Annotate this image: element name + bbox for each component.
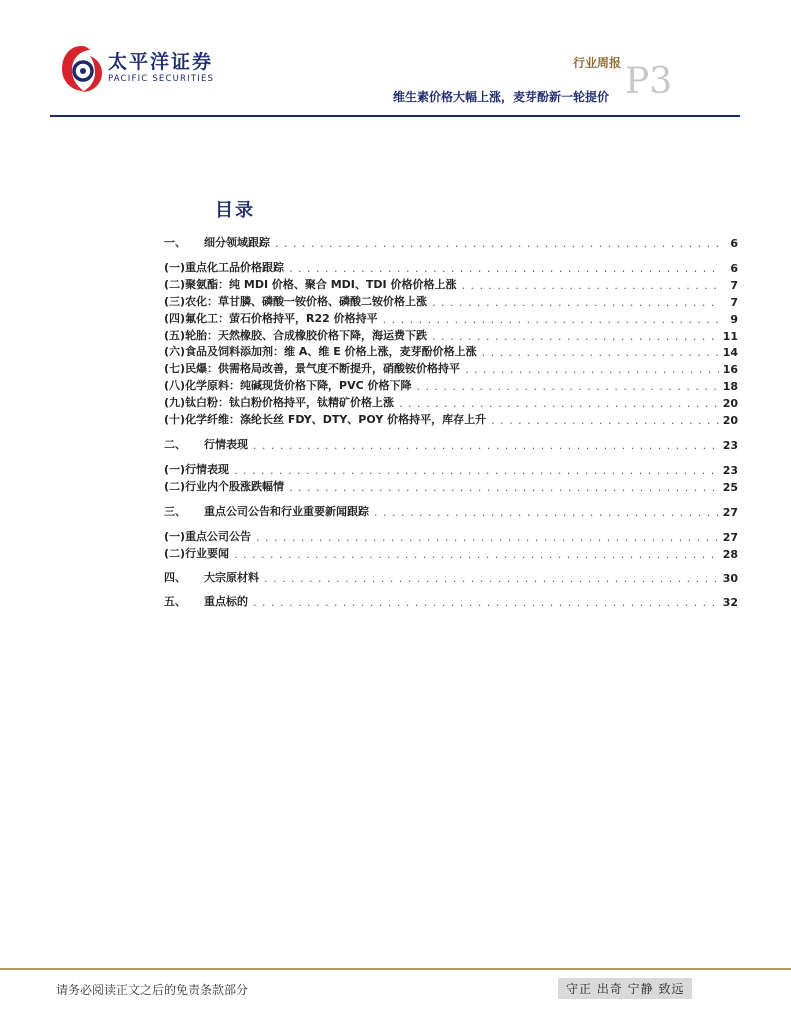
toc-dot-leader <box>289 481 719 494</box>
toc-dot-leader <box>465 363 719 376</box>
toc-entry[interactable] <box>164 277 738 292</box>
toc-entry[interactable] <box>164 260 738 275</box>
toc-entry[interactable] <box>164 504 738 519</box>
toc-dot-leader <box>432 330 719 343</box>
toc-entry-number: (二) <box>164 278 186 291</box>
toc-entry[interactable] <box>164 311 738 326</box>
toc-entry-text: 食品及饲料添加剂：维 A、维 E 价格上涨，麦芽酚价格上涨 <box>185 345 477 358</box>
toc-entry-number: (七) <box>164 362 186 375</box>
toc-entry-page: 6 <box>730 262 738 275</box>
toc-entry-text: 细分领域跟踪 <box>204 236 270 249</box>
toc-entry-number: 四、 <box>164 571 186 584</box>
toc-entry[interactable] <box>164 462 738 477</box>
toc-entry-page: 14 <box>722 346 738 359</box>
toc-dot-leader <box>234 464 719 477</box>
toc-dot-leader <box>417 380 719 393</box>
toc-entry-number: (八) <box>164 379 186 392</box>
toc-entry-text: 行情表现 <box>204 438 248 451</box>
toc-entry[interactable] <box>164 294 738 309</box>
toc-entry-page: 32 <box>722 596 738 609</box>
toc-entry-number: (二) <box>164 547 186 560</box>
toc-title: 目录 <box>215 200 255 221</box>
toc-dot-leader <box>383 313 720 326</box>
toc-entry-text: 民爆：供需格局改善，景气度不断提升，硝酸铵价格持平 <box>185 362 461 375</box>
toc-dot-leader <box>264 572 719 585</box>
toc-entry[interactable] <box>164 344 738 359</box>
pacific-logo-icon <box>60 42 104 94</box>
toc-entry-number: 三、 <box>164 505 186 518</box>
toc-entry-page: 7 <box>730 296 738 309</box>
toc-entry-page: 18 <box>722 380 738 393</box>
toc-entry-page: 11 <box>722 330 738 343</box>
toc-entry-number: (五) <box>164 329 186 342</box>
toc-entry-text: 农化：草甘膦、磷酸一铵价格、磷酸二铵价格上涨 <box>185 295 428 308</box>
report-title: 维生素价格大幅上涨，麦芽酚新一轮提价 <box>392 90 609 104</box>
toc-entry-page: 20 <box>722 414 738 427</box>
toc-entry-number: (一) <box>164 530 186 543</box>
toc-entry-text: 重点化工品价格跟踪 <box>185 261 285 274</box>
page-number: P3 <box>625 61 673 102</box>
toc-entry-text: 行情表现 <box>185 463 230 476</box>
toc-dot-leader <box>234 548 719 561</box>
company-logo <box>60 42 220 98</box>
toc-entry-text: 氟化工：萤石价格持平，R22 价格持平 <box>185 312 378 325</box>
header-divider <box>50 115 740 117</box>
logo-english-name: PACIFIC SECURITIES <box>108 74 215 84</box>
toc-entry[interactable] <box>164 361 738 376</box>
toc-entry-page: 20 <box>722 397 738 410</box>
toc-entry-text: 重点公司公告和行业重要新闻跟踪 <box>204 505 369 518</box>
toc-entry[interactable] <box>164 378 738 393</box>
toc-entry-number: 五、 <box>164 595 186 608</box>
toc-entry-text: 行业要闻 <box>185 547 230 560</box>
footer-disclaimer: 请务必阅读正文之后的免责条款部分 <box>56 983 249 997</box>
toc-entry-page: 27 <box>722 531 738 544</box>
toc-entry[interactable] <box>164 395 738 410</box>
toc-entry-page: 6 <box>730 237 738 250</box>
toc-entry-page: 23 <box>722 439 738 452</box>
toc-entry-number: (十) <box>164 413 186 426</box>
toc-dot-leader <box>289 262 720 275</box>
toc-entry-number: (一) <box>164 463 186 476</box>
toc-dot-leader <box>253 596 719 609</box>
toc-entry-page: 9 <box>730 313 738 326</box>
toc-dot-leader <box>253 439 719 452</box>
toc-entry-text: 行业内个股涨跌幅情 <box>185 480 285 493</box>
toc-dot-leader <box>275 237 720 250</box>
toc-entry-text: 聚氨酯：纯 MDI 价格、聚合 MDI、TDI 价格价格上涨 <box>185 278 457 291</box>
toc-dot-leader <box>374 506 719 519</box>
toc-entry-number: (一) <box>164 261 186 274</box>
toc-entry-page: 27 <box>722 506 738 519</box>
toc-dot-leader <box>432 296 720 309</box>
toc-entry-text: 重点公司公告 <box>185 530 252 543</box>
toc-dot-leader <box>491 414 719 427</box>
toc-entry-text: 化学纤维：涤纶长丝 FDY、DTY、POY 价格持平，库存上升 <box>185 413 487 426</box>
toc-dot-leader <box>461 279 720 292</box>
toc-entry[interactable] <box>164 328 738 343</box>
toc-entry[interactable] <box>164 412 738 427</box>
toc-dot-leader <box>482 346 719 359</box>
footer-slogan: 守正 出奇 宁静 致远 <box>558 978 692 999</box>
toc-entry-number: (六) <box>164 345 186 358</box>
toc-entry-number: (四) <box>164 312 186 325</box>
toc-entry-number: (二) <box>164 480 186 493</box>
toc-entry[interactable] <box>164 479 738 494</box>
toc-entry-page: 7 <box>730 279 738 292</box>
toc-entry[interactable] <box>164 529 738 544</box>
toc-entry-page: 30 <box>722 572 738 585</box>
toc-entry-page: 28 <box>722 548 738 561</box>
toc-entry-text: 钛白粉：钛白粉价格持平，钛精矿价格上涨 <box>185 396 395 409</box>
toc-entry-number: 二、 <box>164 438 186 451</box>
toc-entry[interactable] <box>164 546 738 561</box>
toc-entry-page: 23 <box>722 464 738 477</box>
toc-entry[interactable] <box>164 235 738 250</box>
toc-entry-number: (三) <box>164 295 186 308</box>
toc-entry-number: (九) <box>164 396 186 409</box>
toc-entry[interactable] <box>164 570 738 585</box>
toc-entry[interactable] <box>164 594 738 609</box>
toc-entry-page: 25 <box>722 481 738 494</box>
toc-entry[interactable] <box>164 437 738 452</box>
toc-entry-text: 化学原料：纯碱现货价格下降，PVC 价格下降 <box>185 379 412 392</box>
toc-dot-leader <box>256 531 719 544</box>
toc-dot-leader <box>399 397 719 410</box>
report-type: 行业周报 <box>572 56 621 70</box>
footer-divider <box>0 968 791 970</box>
toc-entry-page: 16 <box>722 363 738 376</box>
toc-entry-number: 一、 <box>164 236 186 249</box>
logo-chinese-name: 太平洋证券 <box>108 51 214 73</box>
toc-entry-text: 轮胎：天然橡胶、合成橡胶价格下降，海运费下跌 <box>185 329 428 342</box>
toc-entry-text: 重点标的 <box>204 595 248 608</box>
toc-entry-text: 大宗原材料 <box>204 571 259 584</box>
